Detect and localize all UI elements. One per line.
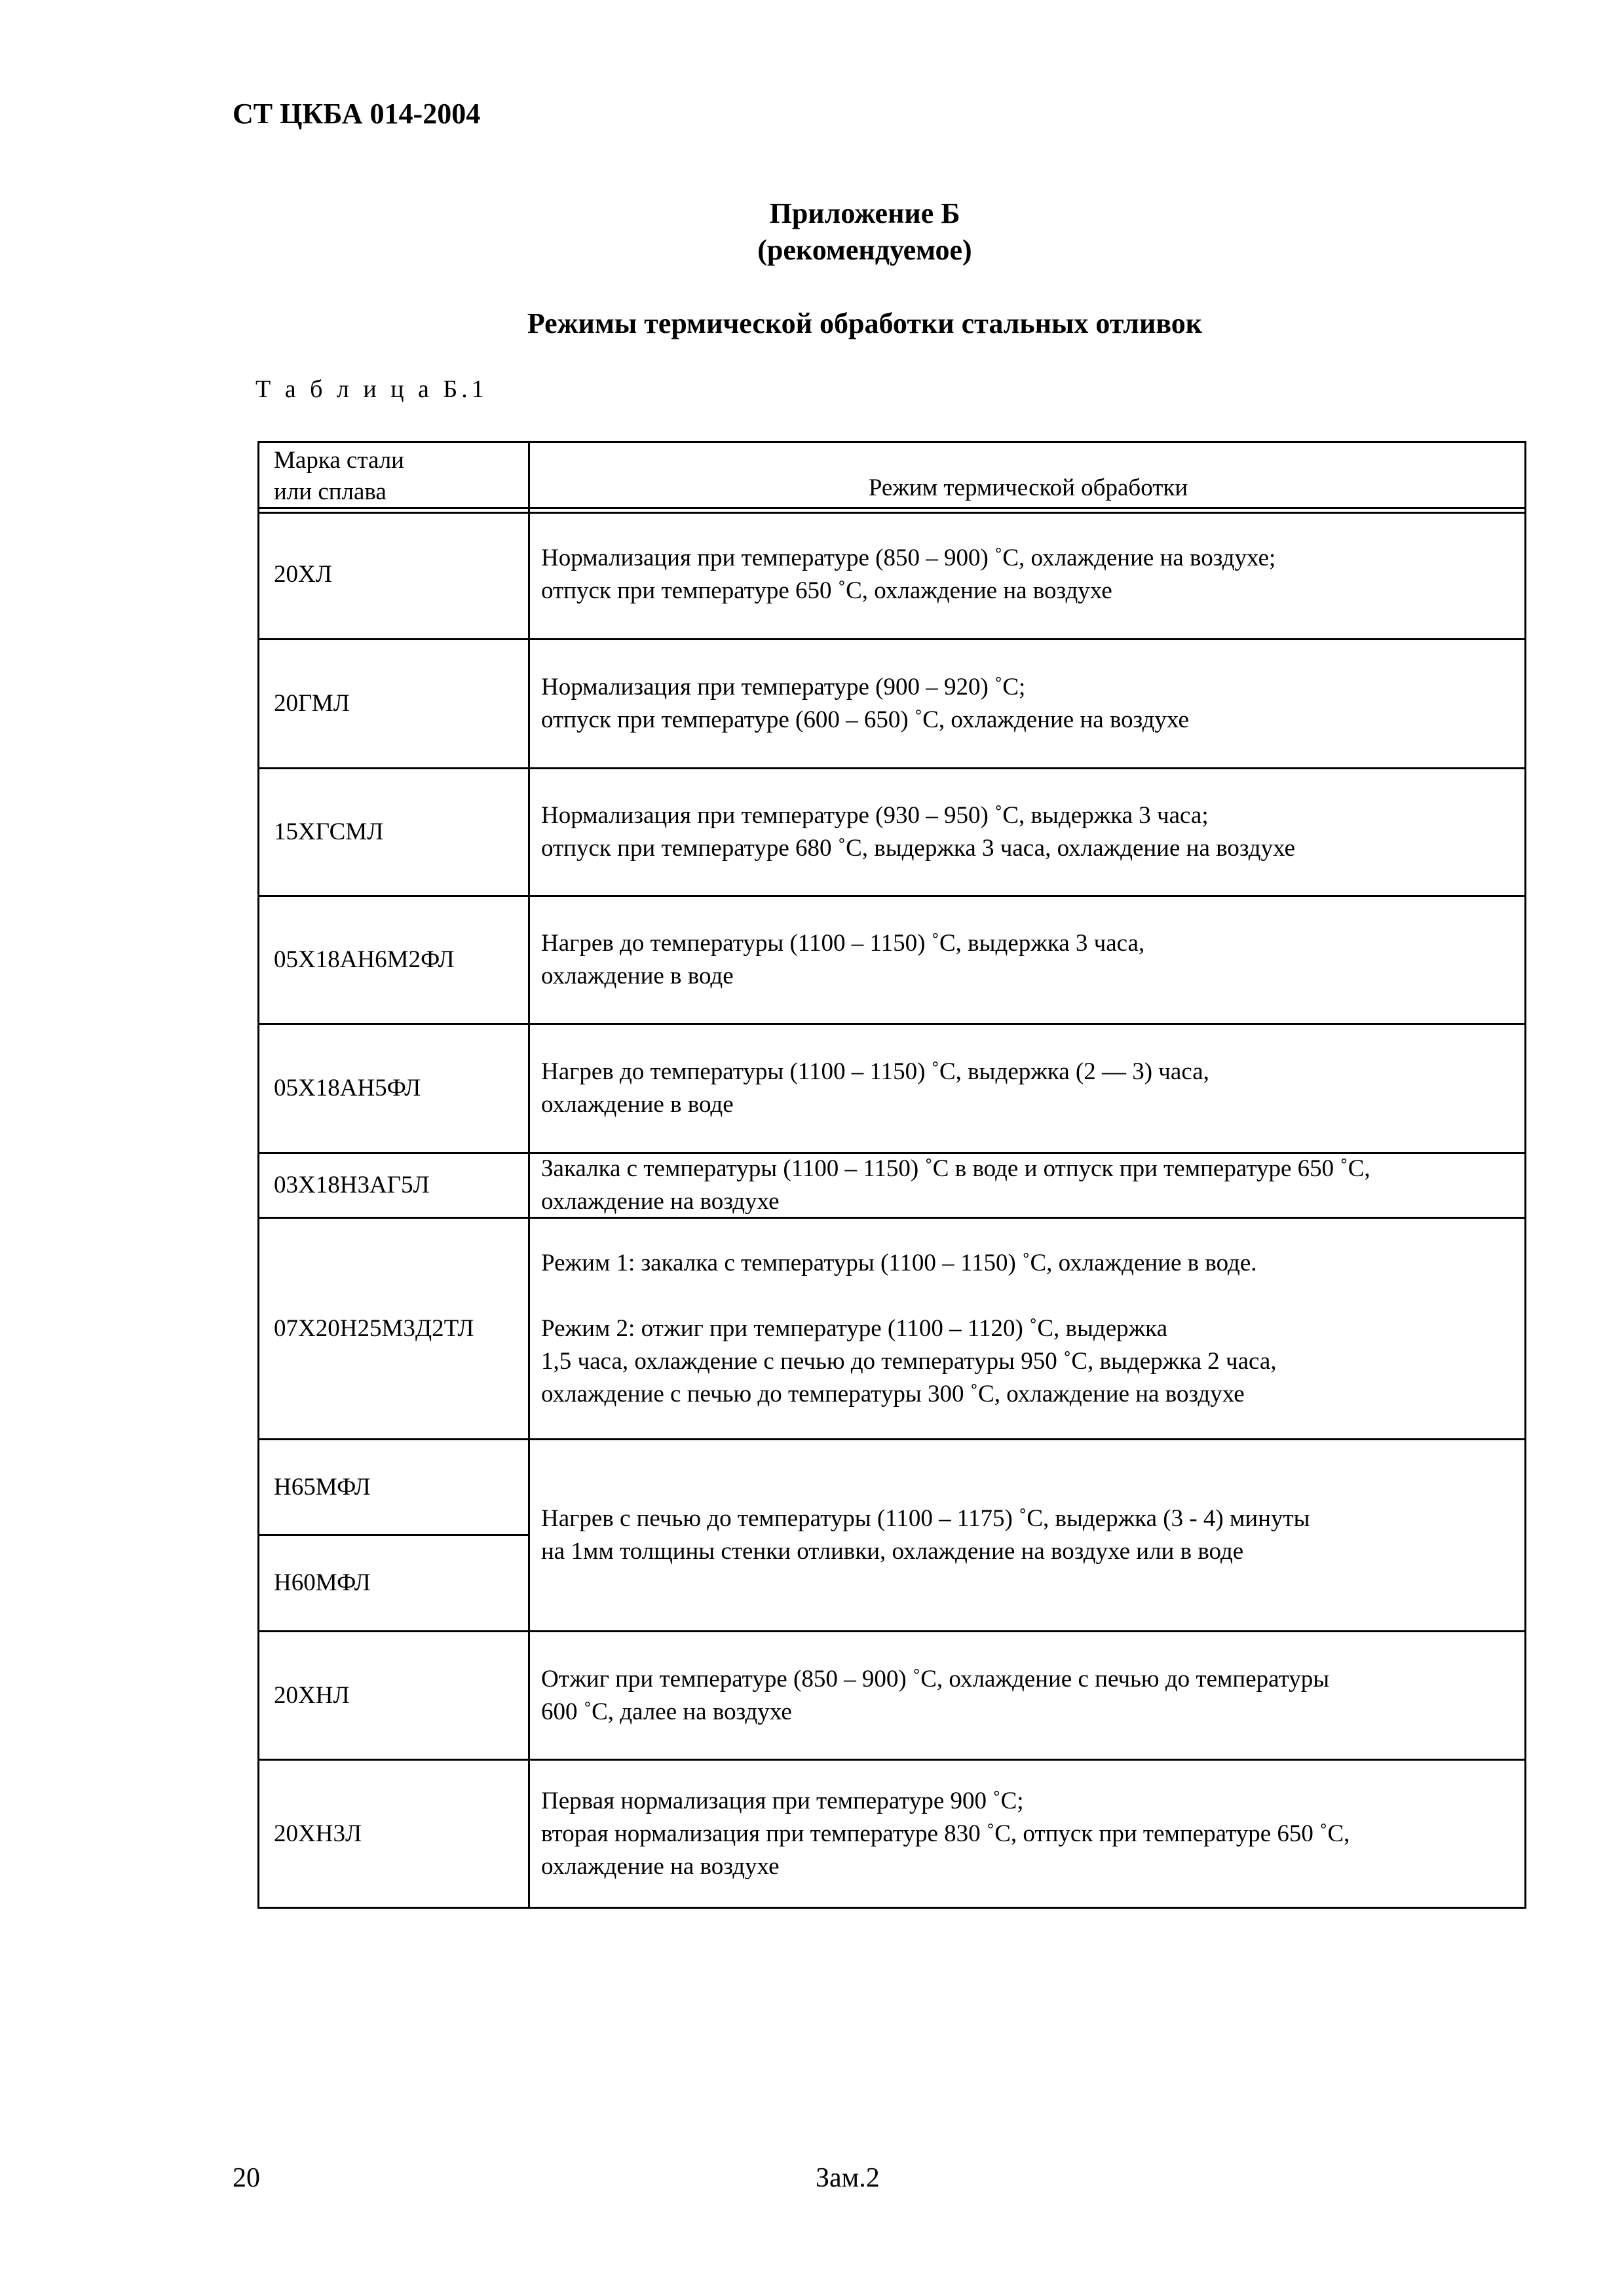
table-row-mode	[541, 1440, 1517, 1630]
table-row-mode	[541, 897, 1517, 1023]
table-row-grade: 05Х18АН5ФЛ	[274, 1075, 421, 1101]
mode-line: Нормализация при температуре (850 – 900) ˚С, охлаждение на воздухе;	[541, 545, 1276, 571]
column-divider	[528, 443, 530, 1907]
table-caption: Т а б л и ц а Б.1	[255, 375, 488, 403]
table-row-grade: Н65МФЛ	[274, 1473, 371, 1501]
table-row-mode	[541, 511, 1517, 638]
table-row-mode	[541, 1025, 1517, 1152]
col-grade-header-line1: Марка стали	[274, 447, 404, 474]
mode-line: охлаждение с печью до температуры 300 ˚С, охлаждение на воздухе	[541, 1380, 1245, 1407]
table-row-grade: 15ХГСМЛ	[274, 818, 384, 845]
mode-line: охлаждение на воздухе	[541, 1188, 780, 1215]
mode-line: Нормализация при температуре (930 – 950) ˚С, выдержка 3 часа;	[541, 802, 1209, 829]
mode-line: охлаждение в воде	[541, 963, 734, 989]
doc-code: СТ ЦКБА 014-2004	[233, 98, 481, 130]
mode-line: отпуск при температуре 650 ˚С, охлаждение на воздухе	[541, 577, 1112, 604]
mode-line: Закалка с температуры (1100 – 1150) ˚С в воде и отпуск при температуре 650 ˚С,	[541, 1155, 1370, 1182]
table-row-mode	[541, 1154, 1517, 1217]
mode-line: на 1мм толщины стенки отливки, охлаждение на воздухе или в воде	[541, 1538, 1244, 1565]
mode-line: Отжиг при температуре (850 – 900) ˚С, охлаждение с печью до температуры	[541, 1665, 1330, 1693]
col-mode-header: Режим термической обработки	[868, 474, 1188, 501]
table-row-grade: 20ХЛ	[274, 561, 332, 588]
mode-line-blank	[541, 1280, 1517, 1312]
col-grade-header-line2: или сплава	[274, 478, 387, 505]
table-row-mode	[541, 1632, 1517, 1759]
heat-treatment-table	[257, 441, 1526, 1909]
mode-line: охлаждение в воде	[541, 1091, 734, 1118]
table-row-mode	[541, 640, 1517, 767]
col-grade-header	[274, 445, 523, 508]
annex-type: (рекомендуемое)	[757, 234, 972, 266]
amendment-label: Зам.2	[816, 2163, 880, 2193]
table-row-grade: 05Х18АН6М2ФЛ	[274, 946, 455, 973]
mode-line: Нагрев до температуры (1100 – 1150) ˚С, выдержка 3 часа,	[541, 930, 1145, 957]
table-row-mode	[541, 769, 1517, 895]
table-heading: Режимы термической обработки стальных отливок	[527, 307, 1203, 339]
table-row-grade: 20ХНЛ	[274, 1681, 350, 1709]
mode-line: вторая нормализация при температуре 830 ˚С, отпуск при температуре 650 ˚С,	[541, 1820, 1350, 1847]
mode-line: Нормализация при температуре (900 – 920) ˚С;	[541, 674, 1026, 700]
mode-line: Нагрев с печью до температуры (1100 – 1175) ˚С, выдержка (3 - 4) минуты	[541, 1505, 1310, 1532]
mode-line: Первая нормализация при температуре 900 ˚С;	[541, 1787, 1024, 1814]
table-row-grade: 20ХН3Л	[274, 1820, 362, 1847]
table-row-mode	[541, 1219, 1517, 1438]
table-row-grade: 03Х18Н3АГ5Л	[274, 1172, 430, 1198]
mode-line: отпуск при температуре 680 ˚С, выдержка 3 часа, охлаждение на воздухе	[541, 835, 1296, 862]
mode-line: 600 ˚С, далее на воздухе	[541, 1698, 792, 1725]
page-number: 20	[233, 2163, 260, 2193]
mode-line: охлаждение на воздухе	[541, 1852, 780, 1880]
mode-line: 1,5 часа, охлаждение с печью до температуры 950 ˚С, выдержка 2 часа,	[541, 1347, 1277, 1375]
mode-line: Нагрев до температуры (1100 – 1150) ˚С, выдержка (2 — 3) часа,	[541, 1058, 1209, 1085]
annex-title: Приложение Б	[769, 197, 960, 229]
table-row-grade: 07Х20Н25М3Д2ТЛ	[274, 1314, 474, 1342]
table-row-mode	[541, 1761, 1517, 1907]
mode-line: Режим 2: отжиг при температуре (1100 – 1120) ˚С, выдержка	[541, 1314, 1168, 1342]
mode-line: отпуск при температуре (600 – 650) ˚С, охлаждение на воздухе	[541, 706, 1189, 733]
table-row-grade: Н60МФЛ	[274, 1569, 371, 1596]
mode-line: Режим 1: закалка с температуры (1100 – 1150) ˚С, охлаждение в воде.	[541, 1249, 1257, 1276]
table-row-grade: 20ГМЛ	[274, 690, 350, 717]
